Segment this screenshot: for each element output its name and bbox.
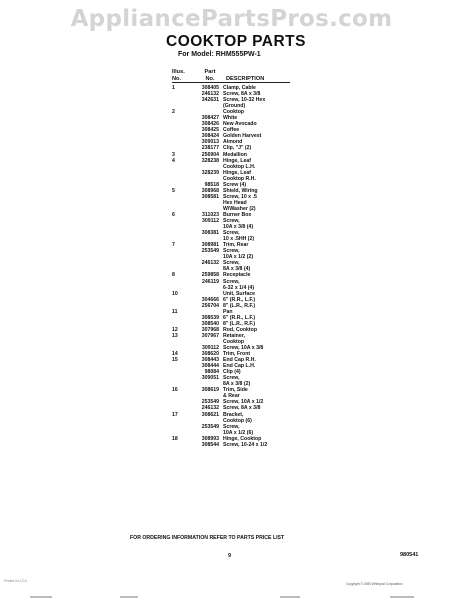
part-description: Screw, xyxy=(223,278,240,285)
part-description: 8" (L.R., R.F.) xyxy=(223,302,256,309)
part-description: Clamp, Cable xyxy=(223,85,256,91)
part-description: 10A x 3/8 (4) xyxy=(223,224,254,231)
part-description: 6" (R.R., L.F.) xyxy=(223,314,256,321)
part-number: 308425 xyxy=(201,127,219,134)
part-number: 259858 xyxy=(201,272,219,279)
part-description: Trim, Side xyxy=(223,387,248,394)
model-line: For Model: RHM555PW-1 xyxy=(178,51,261,58)
part-number: 98084 xyxy=(204,369,219,376)
part-description: Receptacle xyxy=(223,272,251,279)
part-number: 246119 xyxy=(201,278,219,285)
part-description: Screw, 10 x .5 xyxy=(223,193,257,200)
part-number: 308426 xyxy=(201,121,219,128)
illus-number: 16 xyxy=(172,387,178,394)
part-number: 308427 xyxy=(201,115,219,122)
part-header-line2: No. xyxy=(205,76,215,82)
print-mark: Printed in U.S.A. xyxy=(4,579,28,583)
part-description: Screw, xyxy=(223,230,240,237)
part-description: Cooktop xyxy=(223,109,245,116)
part-description: Hinge, Leaf xyxy=(223,157,251,164)
part-header-line1: Part xyxy=(204,69,216,75)
illus-number: 17 xyxy=(172,411,178,418)
document-number: 980541 xyxy=(400,552,419,558)
illus-number: 5 xyxy=(172,187,175,194)
part-description: Bracket, xyxy=(223,411,244,418)
part-description: Unit, Surface xyxy=(223,290,255,297)
copyright-notice: Copyright © 1985 Whirlpool Corporation xyxy=(346,582,403,586)
illus-number: 18 xyxy=(172,435,178,442)
part-description: Almond xyxy=(223,139,243,146)
part-description: 10A x 1/2 (6) xyxy=(223,429,254,436)
part-description: 10 x .5HH (2) xyxy=(223,236,255,243)
watermark: AppliancePartsPros.com xyxy=(70,6,393,32)
part-number: 253549 xyxy=(201,423,219,430)
scan-artifact xyxy=(280,596,300,598)
part-number: 308619 xyxy=(201,387,219,394)
illus-number: 7 xyxy=(172,242,175,249)
illus-number: 12 xyxy=(172,326,178,333)
page-number: 9 xyxy=(228,553,232,559)
part-number: 307967 xyxy=(201,332,219,339)
part-number: 308405 xyxy=(201,85,219,91)
part-description: (Ground) xyxy=(223,103,246,110)
part-description: Hex Head xyxy=(223,199,247,206)
scan-artifact xyxy=(120,596,138,598)
part-description: Pan xyxy=(223,308,233,315)
part-description: End Cap L.H. xyxy=(223,363,256,370)
part-number: 308424 xyxy=(201,133,219,140)
part-description: Hinge, Leaf xyxy=(223,169,251,176)
part-number: 308968 xyxy=(201,187,219,194)
illus-number: 1 xyxy=(172,85,175,91)
part-number: 308620 xyxy=(201,351,219,358)
illus-no-header xyxy=(172,69,185,83)
part-description: Screw (4) xyxy=(223,181,247,188)
part-number: 308581 xyxy=(201,193,219,200)
illus-number: 3 xyxy=(172,151,175,158)
illus-number: 2 xyxy=(172,109,175,116)
part-description: 6-32 x 1/4 (4) xyxy=(223,284,255,291)
part-number: 309051 xyxy=(201,375,219,382)
part-number: 308981 xyxy=(201,242,219,249)
part-description: Coffee xyxy=(223,127,240,134)
page-title: COOKTOP PARTS xyxy=(166,33,306,50)
header-rule xyxy=(172,82,290,83)
part-description: Cooktop (6) xyxy=(223,417,252,424)
part-number: 309112 xyxy=(201,218,219,225)
part-number: 246132 xyxy=(201,260,219,267)
part-description: Clip (4) xyxy=(223,369,241,376)
part-number: 238177 xyxy=(201,145,219,152)
part-description: Rod, Cooktop xyxy=(223,326,257,333)
part-description: 8A x 3/8 (4) xyxy=(223,266,251,273)
part-description: Shield, Wiring xyxy=(223,187,258,194)
part-number: 308444 xyxy=(201,363,219,370)
part-description: 10A x 1/2 (2) xyxy=(223,254,254,261)
illus-number: 14 xyxy=(172,351,178,358)
part-number: 246132 xyxy=(201,91,219,98)
part-description: Screw, xyxy=(223,423,240,430)
part-number: 308539 xyxy=(201,314,219,321)
part-description: Screw, 10A x 1/2 xyxy=(223,399,264,406)
part-number: 308993 xyxy=(201,435,219,442)
part-description: Screw, xyxy=(223,248,240,255)
part-number: 342631 xyxy=(201,97,219,104)
part-description: Trim, Front xyxy=(223,351,251,358)
illus-number: 15 xyxy=(172,357,178,364)
part-number: 253549 xyxy=(201,399,219,406)
part-description: Hinge, Cooktop xyxy=(223,435,262,442)
part-description: End Cap R.H. xyxy=(223,357,256,364)
part-description: 6" (R.R., L.F.) xyxy=(223,296,256,303)
scan-artifact xyxy=(390,596,414,598)
part-number: 256904 xyxy=(201,151,219,158)
part-description: Screw, 10A x 3/8 xyxy=(223,345,264,352)
part-number: 256704 xyxy=(201,302,219,309)
part-number: 328238 xyxy=(201,157,219,164)
part-number: 308443 xyxy=(201,357,219,364)
illus-header-line1: Illus. xyxy=(172,69,185,75)
part-number: 311023 xyxy=(201,211,219,218)
part-description: New Avocado xyxy=(223,121,257,128)
part-description: Cooktop R.H. xyxy=(223,175,256,182)
part-description: Cooktop L.H. xyxy=(223,163,256,170)
part-number: 98518 xyxy=(204,181,219,188)
part-description: 8A x 3/8 (2) xyxy=(223,381,251,388)
part-description: & Rear xyxy=(223,393,240,400)
part-description: Screw, 10-32 Hex xyxy=(223,97,266,104)
part-description: White xyxy=(223,115,238,122)
part-number: 328239 xyxy=(201,169,219,176)
part-description: Screw, xyxy=(223,260,240,267)
illus-header-line2: No. xyxy=(172,76,182,82)
part-description: Screw, 8A x 3/8 xyxy=(223,405,261,412)
part-description: Burner Box xyxy=(223,211,252,218)
illus-number: 8 xyxy=(172,272,175,279)
part-number: 308621 xyxy=(201,411,219,418)
part-no-header xyxy=(199,69,221,83)
part-description: Screw, xyxy=(223,375,240,382)
part-number: 309013 xyxy=(201,139,219,146)
part-description: Screw, 8A x 3/8 xyxy=(223,91,261,98)
illus-number: 4 xyxy=(172,157,175,164)
illus-number: 11 xyxy=(172,308,178,315)
part-number: 304666 xyxy=(201,296,219,303)
part-description: Retainer, xyxy=(223,332,245,339)
part-description: 8" (L.R., R.F.) xyxy=(223,320,256,327)
part-number: 307968 xyxy=(201,326,219,333)
part-description: Screw, xyxy=(223,218,240,225)
part-description: Golden Harvest xyxy=(223,133,262,140)
part-number: 309112 xyxy=(201,345,219,352)
part-description: Trim, Rear xyxy=(223,242,249,249)
illus-number: 6 xyxy=(172,211,175,218)
parts-list xyxy=(172,85,332,448)
part-number: 308540 xyxy=(201,320,219,327)
part-description: W/Washer (2) xyxy=(223,205,256,212)
ordering-note: FOR ORDERING INFORMATION REFER TO PARTS PRICE LIST xyxy=(130,535,285,541)
part-number: 246132 xyxy=(201,405,219,412)
illus-number: 10 xyxy=(172,290,178,297)
illus-number xyxy=(172,442,194,448)
part-number: 308381 xyxy=(201,230,219,237)
part-number: 253549 xyxy=(201,248,219,255)
illus-number: 13 xyxy=(172,332,178,339)
parts-row xyxy=(172,442,332,448)
part-number: 308544 xyxy=(201,441,219,448)
scan-artifact xyxy=(30,596,52,598)
part-description: Clip, "J" (2) xyxy=(223,145,252,152)
part-description: Cooktop xyxy=(223,338,245,345)
description-header: DESCRIPTION xyxy=(226,76,265,82)
part-description: Medallion xyxy=(223,151,247,158)
part-description: Screw, 10-24 x 1/2 xyxy=(223,441,268,448)
